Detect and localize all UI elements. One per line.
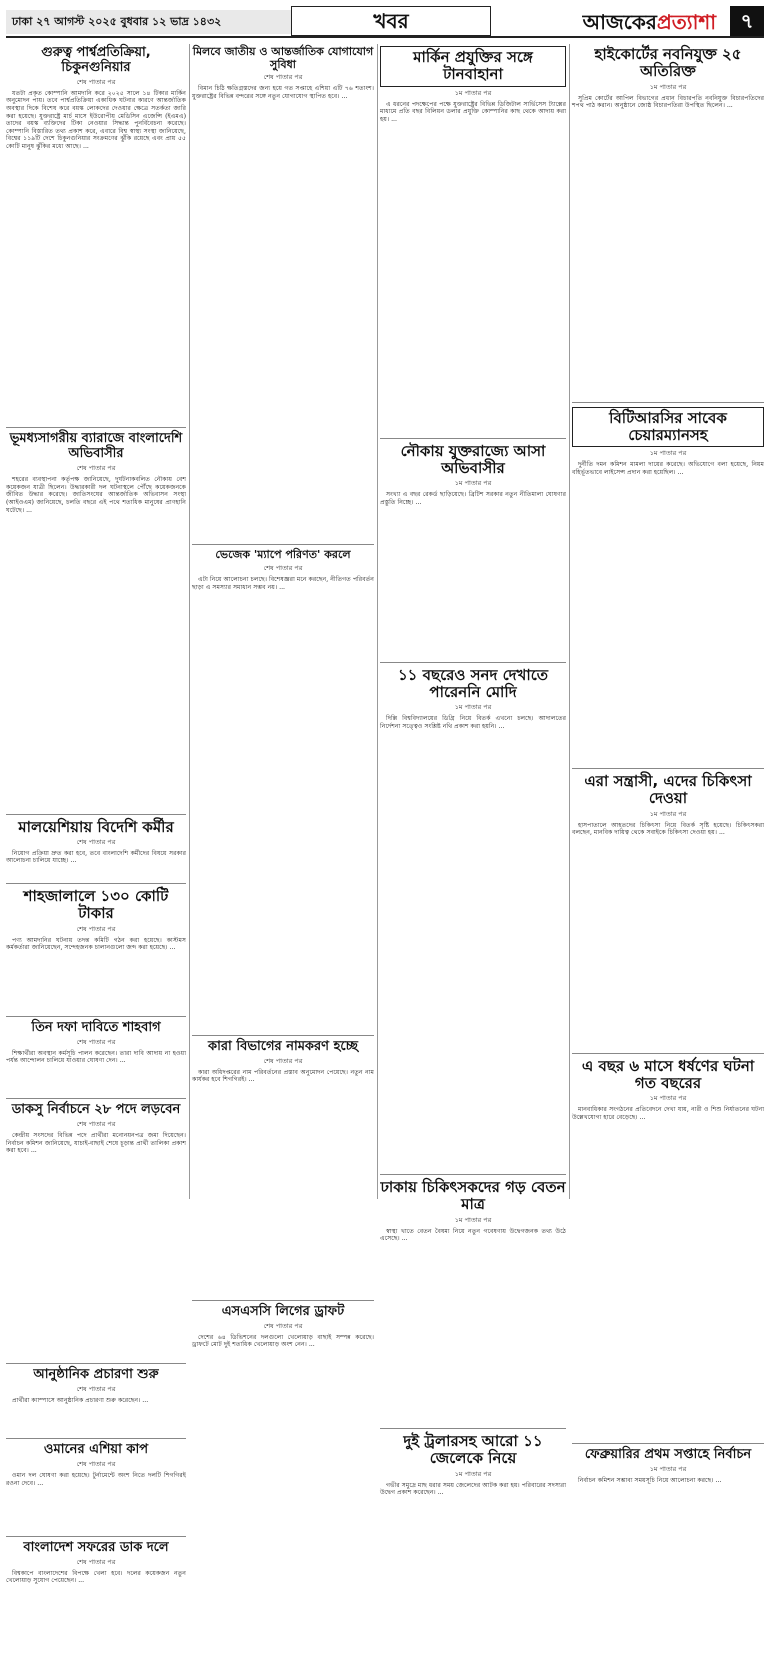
jump-line: শেষ পাতার পর	[76, 1120, 116, 1129]
paper-logo	[496, 8, 726, 36]
article-headline: হাইকোর্টের নবনিযুক্ত ২৫ অতিরিক্ত	[594, 45, 742, 81]
jump-line: ১ম পাতার পর	[454, 1215, 492, 1224]
jump-line: শেষ পাতার পর	[76, 1557, 116, 1566]
article	[192, 1040, 374, 1301]
article-body: দুর্নীতি দমন কমিশন মামলা দায়ের করেছে। অভিযোগে বলা হয়েছে, নিয়ম বহির্ভূতভাবে লাইসেন্স প্রদান করা হয়েছিল। ...	[572, 461, 764, 476]
jump-line: শেষ পাতার পর	[263, 1321, 303, 1330]
article	[572, 46, 764, 403]
article-headline: আনুষ্ঠানিক প্রচারণা শুরু	[33, 1367, 159, 1383]
column-3	[380, 44, 567, 1497]
article	[6, 1541, 186, 1679]
article-body: স্বাস্থ্য খাতে বেতন বৈষম্য নিয়ে নতুন গবেষণায় উদ্বেগজনক তথ্য উঠে এসেছে। ...	[380, 1227, 566, 1243]
article	[6, 819, 186, 885]
jump-line: শেষ পাতার পর	[76, 77, 116, 86]
article-headline: বিটিআরসির সাবেক চেয়ারম্যানসহ	[572, 407, 764, 448]
article-body: সুপ্রিম কোর্টের আপিল বিভাগের প্রধান বিচারপতি নবনিযুক্ত বিচারপতিদের শপথ পাঠ করান। অনুষ্ঠানে জ্যেষ্ঠ বিচারপতিরা উপস্থিত ছিলেন। ...	[572, 94, 764, 110]
article	[192, 46, 374, 545]
article-headline: গুরুত্ব পার্শ্বপ্রতিক্রিয়া, চিকুনগুনিয়ার	[41, 45, 151, 75]
article	[6, 888, 186, 1017]
article	[380, 1433, 566, 1637]
article-body: বিশ্বকাপে বাংলাদেশের বিপক্ষে খেলা হবে। দলের কয়েকজন নতুন খেলোয়াড় সুযোগ পেয়েছেন। ...	[6, 1569, 186, 1585]
section-title: খবর	[291, 6, 491, 36]
column-divider	[377, 44, 378, 1199]
jump-line: শেষ পাতার পর	[263, 563, 303, 572]
article-body: শিক্ষার্থীরা অবস্থান কর্মসূচি পালন করেছেন। তারা দাবি আদায় না হওয়া পর্যন্ত আন্দোলন চালিয়ে যাওয়ার ঘোষণা দেন। ...	[6, 1049, 186, 1065]
jump-line: শেষ পাতার পর	[76, 1460, 116, 1469]
article-headline: ওমানের এশিয়া কাপ	[43, 1442, 149, 1458]
dateline: ঢাকা ২৭ আগস্ট ২০২৫ বুধবার ১২ ভাদ্র ১৪৩২	[6, 10, 291, 34]
article-headline: বাংলাদেশ সফরের ডাক দলে	[23, 1539, 169, 1555]
article-body: এটা নিয়ে আলোচনা চলছে। বিশেষজ্ঞরা মনে করছেন, নীতিগত পরিবর্তন ছাড়া এ সমস্যার সমাধান সম্ভব নয়। ...	[192, 575, 374, 591]
article	[6, 432, 186, 814]
article	[192, 1305, 374, 1504]
article-headline: এসএসসি লিগের ড্রাফট	[221, 1303, 345, 1319]
article-headline: ঢাকায় চিকিৎসকদের গড় বেতন মাত্র	[380, 1178, 566, 1214]
column-2	[192, 44, 374, 1349]
jump-line: ১ম পাতার পর	[649, 1094, 687, 1102]
article-headline: ভেজেক 'ম্যাপে পরিণত' করলে	[215, 548, 351, 562]
article-body: যতটা প্রকৃত কোম্পানি আমদানি করে ২০২৫ সালে ১৪ টিকার মার্কিন অনুমোদন পায়। তবে পার্শ্বপ্রতিক্রিয়া একাধিক ঘটনার কারণে আন্তর্জাতিক অবস্থার দিকে বিশেষ করে বয়স্ক লোকদের দেওয়ার ক্ষেত্রে সতর্কতা জারি করা হয়েছে। যুক্তরাষ্ট্রে মার্চ মাসে ইউরোপীয় মেডিসিন এজেন্সি (ইএমএ) তাদের বয়স্ক ব্যক্তিদের টিকা নেওয়ার সিদ্ধান্ত পুনর্বিবেচনা করেছে। কোম্পানি বিস্তারিত তথ্য প্রকাশ করে, এবারে বিশ্ব স্বাস্থ্য সংস্থা জানিয়েছে, বিশ্বের ১১৯টি দেশে চিকুনগুনিয়ার সংক্রমণের ঝুঁকি রয়েছে এবং প্রায় ৫৫ কোটি মানুষ ঝুঁকির মধ্যে আছে। ...	[6, 89, 186, 151]
article-body: নিয়োগ প্রক্রিয়া দ্রুত করা হবে, তবে বাংলাদেশি কর্মীদের বিষয়ে সরকার আলোচনা চালিয়ে যাচ্ছে। ...	[6, 849, 186, 865]
jump-line: শেষ পাতার পর	[76, 924, 116, 933]
article	[572, 773, 764, 1054]
jump-line: শেষ পাতার পর	[263, 73, 303, 82]
article-headline: এরা সন্ত্রাসী, এদের চিকিৎসা দেওয়া	[584, 772, 752, 808]
article-body: দিল্লি বিশ্ববিদ্যালয়ের ডিগ্রি নিয়ে বিতর্ক এখনো চলছে। আদালতের নির্দেশনা সত্ত্বেও সংশ্লিষ্ট নথি প্রকাশ করা হয়নি। ...	[380, 715, 566, 730]
article	[572, 1058, 764, 1445]
article-body: সংখ্যা এ বছর রেকর্ড ছাড়িয়েছে। ব্রিটিশ সরকার নতুন নীতিমালা ঘোষণার প্রস্তুতি নিচ্ছে। ...	[380, 491, 566, 506]
jump-line: ১ম পাতার পর	[454, 1469, 492, 1478]
article-headline: তিন দফা দাবিতে শাহবাগ	[31, 1019, 161, 1035]
article	[380, 46, 566, 439]
article-body: কারা অধিদপ্তরের নাম পরিবর্তনের প্রস্তাব অনুমোদন পেয়েছে। নতুন নাম কার্যকর হবে শিগগিরই। ...	[192, 1068, 374, 1084]
article-headline: মালয়েশিয়ায় বিদেশি কর্মীর	[18, 817, 174, 836]
article	[6, 1368, 186, 1439]
article	[380, 1179, 566, 1429]
jump-line: ১ম পাতার পর	[649, 82, 687, 91]
paper-name-part1: আজকের	[582, 10, 657, 34]
jump-line: ১ম পাতার পর	[649, 1465, 687, 1474]
article-body: নির্বাচন কমিশন সম্ভাব্য সময়সূচি নিয়ে আলোচনা করছে। ...	[578, 1477, 722, 1485]
article-body: বিমান চিঠি ক্ষতিগ্রস্তদের জন্য হয়ে গত সপ্তাহে এশিয়া এটি ৭৬ শতাংশ। যুক্তরাষ্ট্রের বিভিন্ন বন্দরের সঙ্গে নতুন যোগাযোগ স্থাপিত হবে। ...	[192, 85, 374, 100]
article	[6, 1443, 186, 1537]
article	[192, 549, 374, 1036]
article-headline: কারা বিভাগের নামকরণ হচ্ছে	[208, 1038, 358, 1054]
article-headline: মিলবে জাতীয় ও আন্তর্জাতিক যোগাযোগ সুবিধা	[192, 45, 374, 71]
article-body: গভীর সমুদ্রে মাছ ধরার সময় জেলেদের আটক করা হয়। পরিবারের সদস্যরা উদ্বেগ প্রকাশ করেছেন। ...	[380, 1481, 567, 1497]
article-body: প্রার্থীরা ক্যাম্পাসে আনুষ্ঠানিক প্রচারণা শুরু করেছেন। ...	[12, 1397, 149, 1405]
jump-line: ১ম পাতার পর	[649, 809, 687, 818]
article-body: পণ্য আমদানির ঘটনায় তদন্ত কমিটি গঠন করা হয়েছে। কাস্টমস কর্মকর্তারা জানিয়েছেন, সন্দেহজনক চালানগুলো জব্দ করা হয়েছে। ...	[6, 936, 186, 952]
jump-line: ১ম পাতার পর	[454, 703, 492, 712]
masthead	[6, 6, 764, 38]
column-4	[572, 44, 764, 1485]
paper-name-part2: প্রত্যাশা	[656, 10, 716, 34]
article	[572, 1448, 764, 1503]
article-headline: দুই ট্রলারসহ আরো ১১ জেলেকে নিয়ে	[403, 1432, 543, 1468]
article-headline: ১১ বছরেও সনদ দেখাতে পারেননি মোদি	[397, 665, 549, 701]
article-body: হাসপাতালে আহতদের চিকিৎসা নিয়ে বিতর্ক সৃষ্টি হয়েছে। চিকিৎসকরা বলছেন, মানবিক দায়িত্ব থেকে সবাইকে চিকিৎসা দেওয়া হয়। ...	[572, 821, 764, 837]
article-headline: এ বছর ৬ মাসে ধর্ষণের ঘটনা গত বছরের	[581, 1056, 755, 1092]
jump-line: শেষ পাতার পর	[76, 464, 116, 473]
column-1	[6, 44, 186, 1585]
article-body: কেন্দ্রীয় সংসদের বিভিন্ন পদে প্রার্থীরা মনোনয়নপত্র জমা দিয়েছেন। নির্বাচন কমিশন জানিয়েছে, যাচাই-বাছাই শেষে চূড়ান্ত প্রার্থী তালিকা প্রকাশ করা হবে। ...	[6, 1132, 186, 1155]
jump-line: শেষ পাতার পর	[76, 1385, 116, 1394]
article	[6, 46, 186, 428]
article	[6, 1021, 186, 1100]
article	[572, 407, 764, 770]
jump-line: শেষ পাতার পর	[76, 837, 116, 846]
jump-line: শেষ পাতার পর	[263, 1056, 303, 1065]
article	[380, 667, 566, 1176]
article-headline: মার্কিন প্রযুক্তির সঙ্গে টানবাহানা	[380, 46, 566, 87]
column-divider	[569, 44, 570, 1199]
jump-line: ১ম পাতার পর	[454, 88, 492, 97]
article	[380, 443, 566, 663]
article-body: শহরের ব্যবস্থাপনা কর্তৃপক্ষ জানিয়েছে, দুর্ঘটনাকবলিত নৌকায় বেশ কয়েকজন যাত্রী ছিলেন। উদ্ধারকারী দল ঘটনাস্থলে পৌঁছে কয়েকজনকে জীবিত উদ্ধার করেছে। জাতিসংঘের আন্তর্জাতিক অভিবাসন সংস্থা (আইওএম) জানিয়েছে, চলতি বছরে এই পথে শতাধিক মানুষের প্রাণহানি ঘটেছে। ...	[6, 476, 186, 514]
article-body: এ ধরনের পদক্ষেপের পক্ষে যুক্তরাষ্ট্রের বিভিন্ন ডিজিটাল সার্ভিসেস ট্যাক্সের মাধ্যমে প্রতি বছর বিলিয়ন ডলার প্রযুক্তি কোম্পানির কাছ থেকে আদায় করা হয়। ...	[380, 100, 566, 123]
article-headline: ভূমধ্যসাগরীয় ব্যারাজে বাংলাদেশি অভিবাসীর	[9, 431, 183, 462]
jump-line: ১ম পাতার পর	[454, 479, 492, 488]
article-body: ওমান দল ঘোষণা করা হয়েছে। টুর্নামেন্টে অংশ নিতে দলটি শিগগিরই রওনা দেবে। ...	[6, 1472, 186, 1487]
jump-line: ১ম পাতার পর	[649, 449, 687, 457]
article-body: মানবাধিকার সংগঠনের প্রতিবেদনে দেখা যায়, নারী ও শিশু নির্যাতনের ঘটনা উল্লেখযোগ্য হারে বেড়েছে। ...	[572, 1106, 764, 1121]
article-body: দেশের ৬৪ ডিভিশনের দলগুলো খেলোয়াড় বাছাই সম্পন্ন করেছে। ড্রাফটে মোট দুই শতাধিক খেলোয়াড় অংশ নেন। ...	[192, 1333, 374, 1349]
column-divider	[189, 44, 190, 1199]
jump-line: শেষ পাতার পর	[76, 1037, 116, 1046]
article-headline: শাহজালালে ১৩০ কোটি টাকার	[23, 887, 169, 923]
article	[6, 1103, 186, 1364]
article-headline: নৌকায় যুক্তরাজ্যে আসা অভিবাসীর	[400, 441, 546, 478]
article-headline: ডাকসু নির্বাচনে ২৮ পদে লড়বেন	[11, 1102, 181, 1118]
page-number: ৭	[730, 6, 764, 36]
article-headline: ফেব্রুয়ারির প্রথম সপ্তাহে নির্বাচন	[584, 1447, 752, 1463]
